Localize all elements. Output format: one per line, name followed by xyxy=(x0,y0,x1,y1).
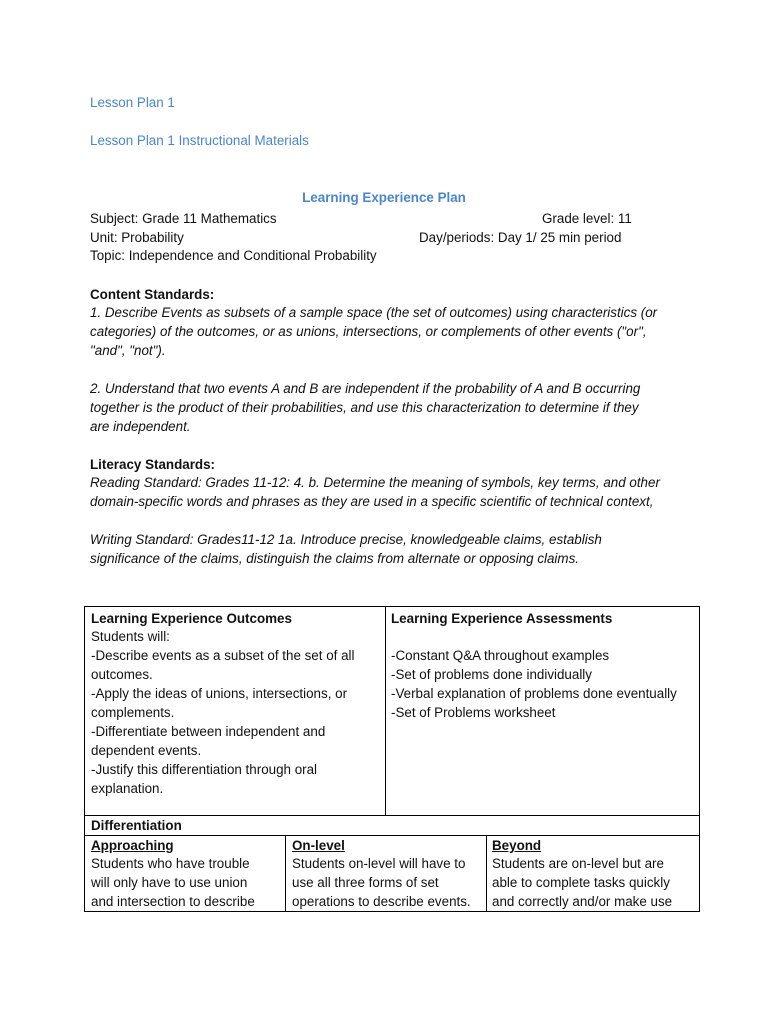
reading-standard-line: Reading Standard: Grades 11-12: 4. b. Determine the meaning of symbols, key terms, and other xyxy=(90,475,660,490)
beyond-line: and correctly and/or make use xyxy=(492,894,673,909)
topic-line: Topic: Independence and Conditional Probability xyxy=(90,248,377,263)
differentiation-table xyxy=(84,816,700,912)
table-column-divider xyxy=(285,835,286,911)
outcomes-assessments-table xyxy=(84,606,700,816)
beyond-line: able to complete tasks quickly xyxy=(492,875,670,890)
content-standard-2-line: together is the product of their probabilities, and use this characterization to determine if they xyxy=(90,400,639,415)
outcome-line: outcomes. xyxy=(91,667,153,682)
assessments-header: Learning Experience Assessments xyxy=(391,611,613,626)
approaching-title: Approaching xyxy=(91,838,174,853)
content-standards-heading: Content Standards: xyxy=(90,287,215,302)
grade-level-line: Grade level: 11 xyxy=(542,211,632,226)
outcome-line: dependent events. xyxy=(91,743,202,758)
approaching-line: and intersection to describe xyxy=(91,894,255,909)
outcomes-header: Learning Experience Outcomes xyxy=(91,611,292,626)
approaching-line: Students who have trouble xyxy=(91,856,250,871)
assessment-line: -Verbal explanation of problems done eventually xyxy=(391,686,677,701)
plan-title: Learning Experience Plan xyxy=(302,190,466,205)
on-level-line: operations to describe events. xyxy=(292,894,471,909)
on-level-line: Students on-level will have to xyxy=(292,856,466,871)
content-standard-1-line: "and", "not"). xyxy=(90,343,166,358)
table-row-divider xyxy=(85,835,699,836)
outcome-line: -Describe events as a subset of the set of all xyxy=(91,648,355,663)
reading-standard-line: domain-specific words and phrases as they are used in a specific scientific of technical context, xyxy=(90,494,654,509)
beyond-title: Beyond xyxy=(492,838,542,853)
outcome-line: -Justify this differentiation through oral xyxy=(91,762,318,777)
content-standard-2-line: 2. Understand that two events A and B are independent if the probability of A and B occurring xyxy=(90,381,641,396)
outcome-line: -Apply the ideas of unions, intersections, or xyxy=(91,686,348,701)
table-column-divider xyxy=(486,835,487,911)
outcome-line: -Differentiate between independent and xyxy=(91,724,326,739)
outcome-line: explanation. xyxy=(91,781,164,796)
subject-line: Subject: Grade 11 Mathematics xyxy=(90,211,277,226)
assessment-line: -Set of Problems worksheet xyxy=(391,705,556,720)
differentiation-header: Differentiation xyxy=(91,818,182,833)
content-standard-2-line: are independent. xyxy=(90,419,191,434)
outcome-line: Students will: xyxy=(91,629,170,644)
outcome-line: complements. xyxy=(91,705,175,720)
on-level-line: use all three forms of set xyxy=(292,875,439,890)
on-level-title: On-level xyxy=(292,838,345,853)
day-periods-line: Day/periods: Day 1/ 25 min period xyxy=(419,230,622,245)
content-standard-1-line: 1. Describe Events as subsets of a sample space (the set of outcomes) using characteristics (or xyxy=(90,305,658,320)
assessment-line: -Constant Q&A throughout examples xyxy=(391,648,610,663)
approaching-line: will only have to use union xyxy=(91,875,248,890)
writing-standard-line: Writing Standard: Grades11-12 1a. Introduce precise, knowledgeable claims, establish xyxy=(90,532,602,547)
literacy-standards-heading: Literacy Standards: xyxy=(90,457,216,472)
writing-standard-line: significance of the claims, distinguish the claims from alternate or opposing claims. xyxy=(90,551,579,566)
content-standard-1-line: categories) of the outcomes, or as unions, intersections, or complements of other events ("or", xyxy=(90,324,647,339)
assessment-line: -Set of problems done individually xyxy=(391,667,592,682)
table-column-divider xyxy=(385,607,386,815)
instructional-materials-heading: Lesson Plan 1 Instructional Materials xyxy=(90,133,309,148)
beyond-line: Students are on-level but are xyxy=(492,856,664,871)
unit-line: Unit: Probability xyxy=(90,230,184,245)
lesson-plan-heading: Lesson Plan 1 xyxy=(90,95,175,110)
